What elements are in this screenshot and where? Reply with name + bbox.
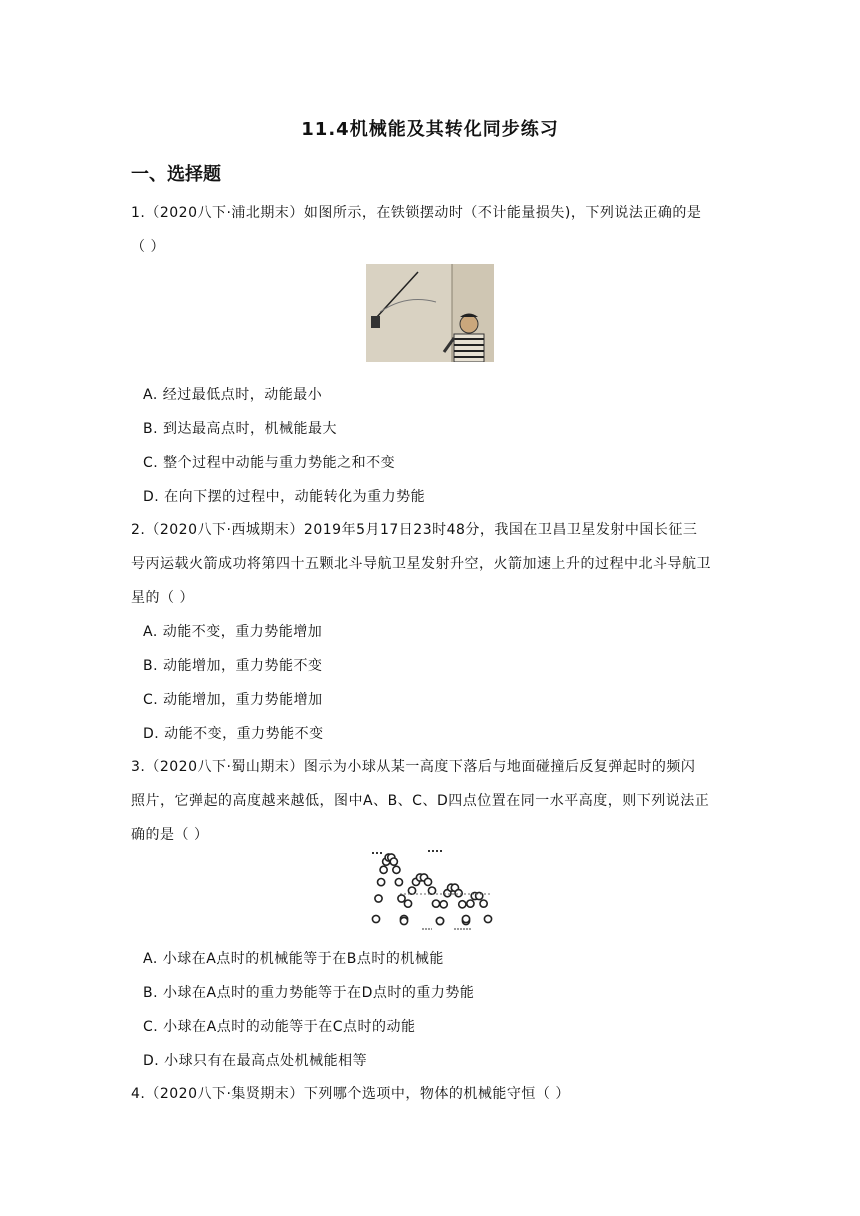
ball-image: [436, 917, 443, 924]
ball-image: [462, 915, 469, 922]
ball-image: [428, 887, 435, 894]
question-1-option-a: A. 经过最低点时，动能最小: [143, 387, 323, 403]
ball-image: [378, 879, 385, 886]
question-3-line-2: 照片，它弹起的高度越来越低，图中A、B、C、D四点位置在同一水平高度，则下列说法正: [131, 793, 710, 809]
ball-image: [459, 901, 466, 908]
bouncing-ball-figure: [362, 849, 500, 934]
question-4-line-1: 4.（2020八下·集贤期末）下列哪个选项中，物体的机械能守恒（ ）: [131, 1086, 570, 1102]
section-heading: 一、选择题: [131, 164, 221, 185]
question-2-line-2: 号丙运载火箭成功将第四十五颗北斗导航卫星发射升空，火箭加速上升的过程中北斗导航卫: [131, 556, 711, 572]
question-2-option-a: A. 动能不变，重力势能增加: [143, 624, 323, 640]
ball-image: [408, 887, 415, 894]
pendulum-figure: [366, 264, 494, 362]
question-2-line-3: 星的（ ）: [131, 590, 194, 606]
page-title: 11.4机械能及其转化同步练习: [301, 119, 559, 140]
question-3-line-3: 确的是（ ）: [131, 827, 209, 843]
ball-image: [484, 915, 491, 922]
ball-image: [372, 915, 379, 922]
question-3-option-b: B. 小球在A点时的重力势能等于在D点时的重力势能: [143, 985, 475, 1001]
question-1-option-b: B. 到达最高点时，机械能最大: [143, 421, 338, 437]
ball-image: [424, 878, 431, 885]
question-1-line-2: （ ）: [131, 239, 165, 255]
question-1-option-d: D. 在向下摆的过程中，动能转化为重力势能: [143, 489, 426, 505]
ball-image: [455, 890, 462, 897]
ball-image: [390, 858, 397, 865]
question-2-option-b: B. 动能增加，重力势能不变: [143, 658, 323, 674]
question-2-option-c: C. 动能增加，重力势能增加: [143, 692, 323, 708]
ball-image: [404, 900, 411, 907]
ball-image: [467, 900, 474, 907]
ball-image: [432, 900, 439, 907]
ball-image: [398, 895, 405, 902]
ball-image: [380, 866, 387, 873]
ball-image: [375, 895, 382, 902]
question-3-option-a: A. 小球在A点时的机械能等于在B点时的机械能: [143, 951, 444, 967]
question-1-option-c: C. 整个过程中动能与重力势能之和不变: [143, 455, 396, 471]
question-1-line-1: 1.（2020八下·浦北期末）如图所示，在铁锁摆动时（不计能量损失)，下列说法正确的是: [131, 205, 702, 221]
question-3-option-c: C. 小球在A点时的动能等于在C点时的动能: [143, 1019, 416, 1035]
ball-image: [476, 892, 483, 899]
ball-image: [393, 866, 400, 873]
ball-image: [440, 901, 447, 908]
question-3-line-1: 3.（2020八下·蜀山期末）图示为小球从某一高度下落后与地面碰撞后反复弹起时的频闪: [131, 759, 696, 775]
question-2-option-d: D. 动能不变，重力势能不变: [143, 726, 324, 742]
ball-image: [480, 900, 487, 907]
ball-image: [400, 917, 407, 924]
ball-image: [395, 879, 402, 886]
question-3-option-d: D. 小球只有在最高点处机械能相等: [143, 1053, 368, 1069]
question-2-line-1: 2.（2020八下·西城期末）2019年5月17日23时48分，我国在卫昌卫星发射中国长征三: [131, 522, 698, 538]
